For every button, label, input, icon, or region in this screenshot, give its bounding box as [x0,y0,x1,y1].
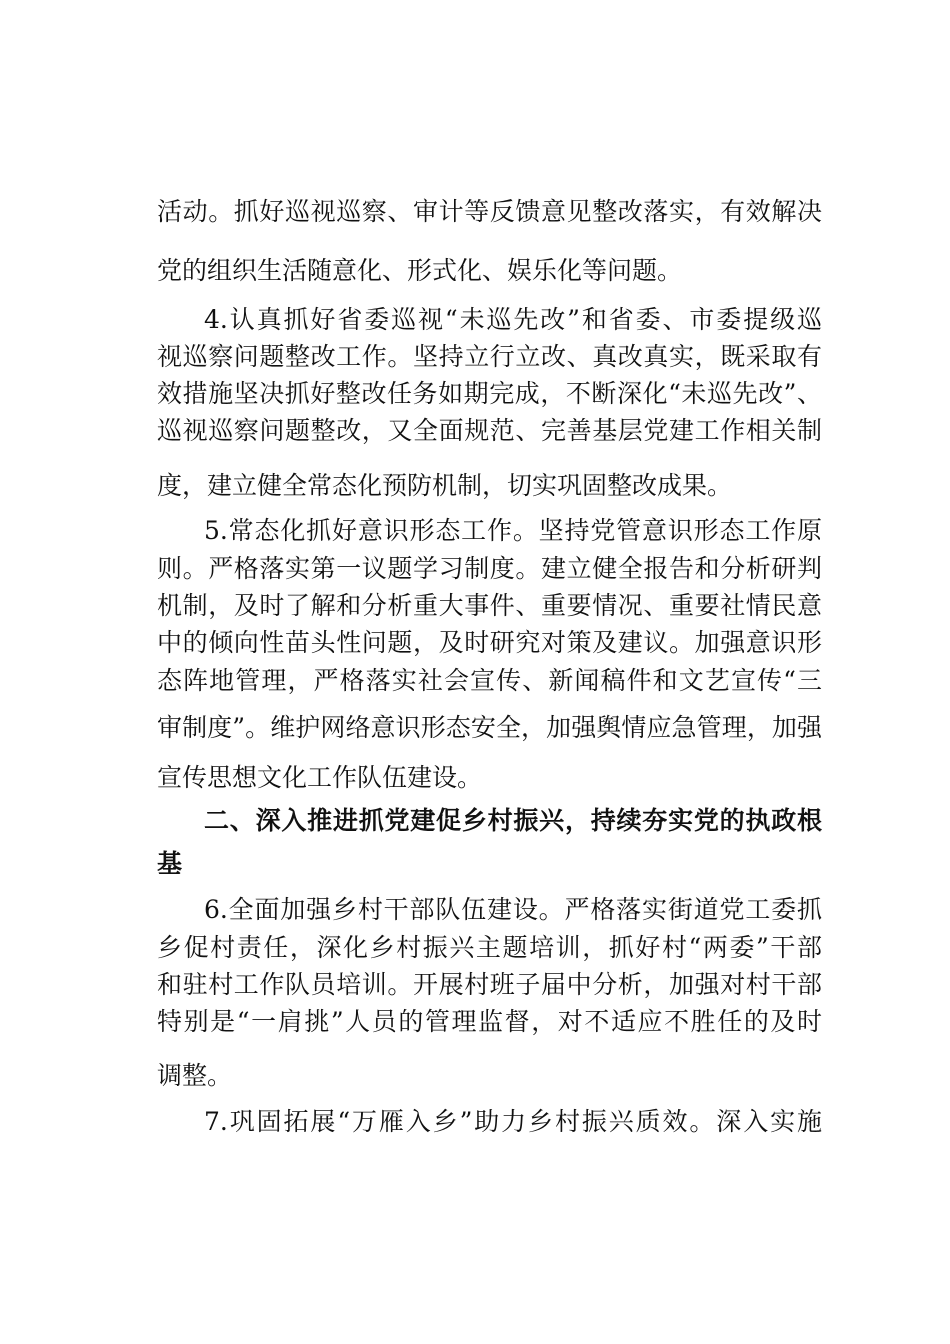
paragraph-line: 6.全面加强乡村干部队伍建设。严格落实街道党工委抓 [204,895,822,924]
paragraph-line: 4.认真抓好省委巡视“未巡先改”和省委、市委提级巡 [204,305,822,334]
paragraph-line: 中的倾向性苗头性问题，及时研究对策及建议。加强意识形 [157,628,822,657]
paragraph-line: 特别是“一肩挑”人员的管理监督，对不适应不胜任的及时 [157,1007,822,1036]
paragraph-line: 则。严格落实第一议题学习制度。建立健全报告和分析研判 [157,554,822,583]
paragraph-line: 态阵地管理，严格落实社会宣传、新闻稿件和文艺宣传“三 [157,666,822,695]
paragraph-line: 党的组织生活随意化、形式化、娱乐化等问题。 [157,256,683,285]
paragraph-line: 7.巩固拓展“万雁入乡”助力乡村振兴质效。深入实施 [204,1107,822,1136]
paragraph-line: 视巡察问题整改工作。坚持立行立改、真改真实，既采取有 [157,342,822,371]
paragraph-line: 度，建立健全常态化预防机制，切实巩固整改成果。 [157,471,733,500]
paragraph-line: 巡视巡察问题整改，又全面规范、完善基层党建工作相关制 [157,416,822,445]
section-heading-continuation: 基 [157,849,183,878]
paragraph-line: 机制，及时了解和分析重大事件、重要情况、重要社情民意 [157,591,822,620]
paragraph-line: 乡促村责任，深化乡村振兴主题培训，抓好村“两委”干部 [157,933,822,962]
paragraph-line: 5.常态化抓好意识形态工作。坚持党管意识形态工作原 [204,516,822,545]
paragraph-line: 调整。 [157,1061,233,1090]
paragraph-line: 效措施坚决抓好整改任务如期完成，不断深化“未巡先改”、 [157,379,822,408]
section-heading: 二、深入推进抓党建促乡村振兴，持续夯实党的执政根 [204,806,822,835]
paragraph-line: 宣传思想文化工作队伍建设。 [157,763,483,792]
paragraph-line: 审制度”。维护网络意识形态安全，加强舆情应急管理，加强 [157,713,822,742]
paragraph-line: 活动。抓好巡视巡察、审计等反馈意见整改落实，有效解决 [157,197,822,226]
paragraph-line: 和驻村工作队员培训。开展村班子届中分析，加强对村干部 [157,970,822,999]
